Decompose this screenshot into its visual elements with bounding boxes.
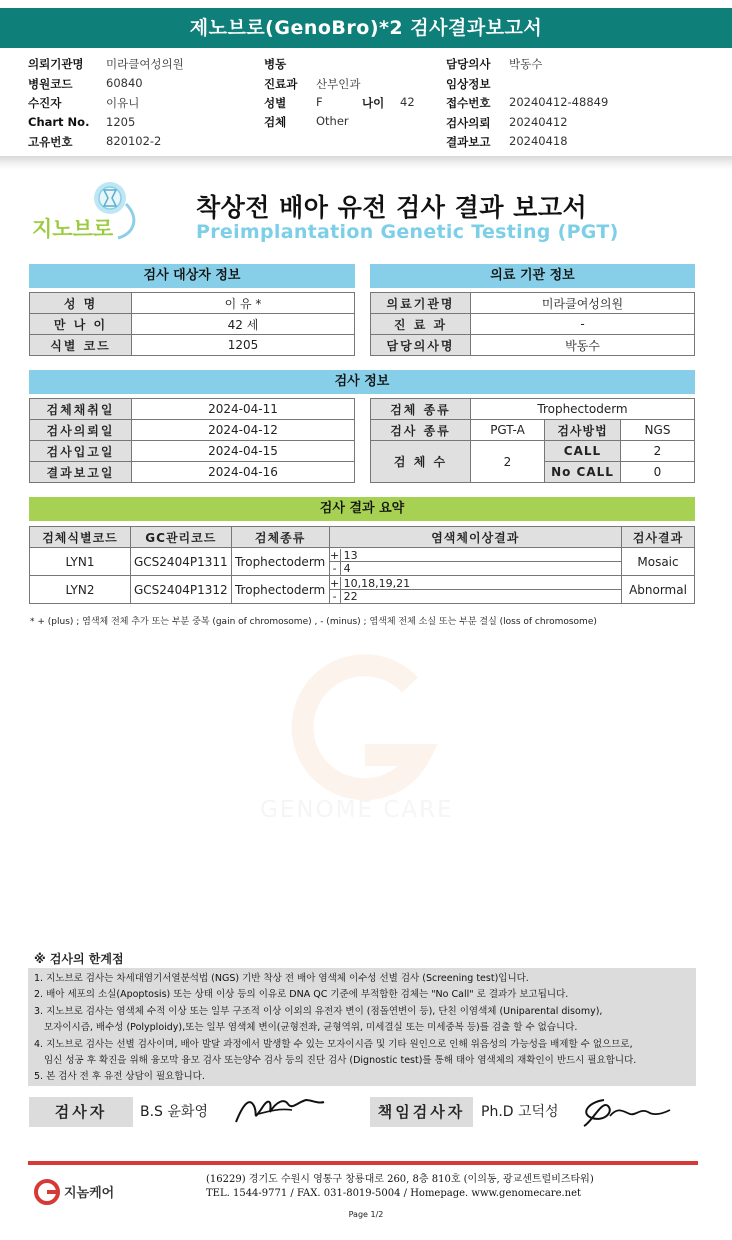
- column-header: GC관리코드: [131, 527, 232, 548]
- header-value: 20240412-48849: [509, 95, 609, 109]
- legend-footnote: * + (plus) ; 염색체 전체 추가 또는 부분 중복 (gain of chromosome) , - (minus) ; 염색체 전체 소실 또는 부분 결실 (loss of chromosome): [30, 617, 597, 627]
- subject-info-header: 검사 대상자 정보: [29, 264, 355, 288]
- gain-line: [330, 577, 621, 590]
- specimen-id: LYN2: [30, 576, 131, 604]
- table-row: [371, 293, 695, 314]
- label-specimen-count: 검 체 수: [371, 441, 471, 483]
- header-label: 결과보고: [446, 135, 491, 149]
- genome-care-watermark: [260, 645, 470, 825]
- value-test-method: NGS: [621, 420, 695, 441]
- header-label: 성별: [264, 96, 287, 110]
- tester-name: B.S 윤화영: [140, 1104, 208, 1120]
- patient-header: [0, 52, 732, 154]
- genobro-logo: [30, 178, 150, 242]
- header-value: 미라클여성의원: [106, 57, 184, 71]
- header-label: 접수번호: [446, 96, 491, 110]
- table-row: [30, 399, 355, 420]
- result-summary-header: 검사 결과 요약: [29, 497, 695, 521]
- gain-chromosomes: 10,18,19,21: [343, 576, 411, 590]
- limitation-line: 5. 본 검사 전 후 유전 상담이 필요합니다.: [34, 1071, 205, 1083]
- limitation-line: 1. 지노브로 검사는 차세대염기서열분석법 (NGS) 기반 착상 전 배아 염색체 이수성 선별 검사 (Screening test)입니다.: [34, 973, 529, 984]
- subject-info-table: [29, 292, 355, 356]
- header-value: 산부인과: [316, 77, 361, 91]
- limitation-line: 모자이시즘, 배수성 (Polyploidy),또는 일부 염색체 변이(균형전좌, 균형역위, 미세결실 또는 미세중복 등)를 검출 할 수 없습니다.: [44, 1022, 578, 1034]
- header-label: 담당의사: [446, 57, 491, 71]
- header-label: 고유번호: [28, 135, 73, 149]
- label-age: 만 나 이: [30, 314, 132, 335]
- header-label: 검체: [264, 115, 287, 129]
- header-label: 나이: [362, 96, 385, 110]
- label-no-call: No CALL: [545, 462, 621, 483]
- table-row: [30, 314, 355, 335]
- label-id-code: 식별 코드: [30, 335, 132, 356]
- value-doctor: 박동수: [471, 335, 695, 356]
- report-subtitle: Preimplantation Genetic Testing (PGT): [196, 221, 619, 243]
- footer-contact: TEL. 1544-9771 / FAX. 031-8019-5004 / Homepage. www.genomecare.net: [206, 1188, 582, 1199]
- header-label: 의뢰기관명: [28, 57, 84, 71]
- tester-signature: [232, 1092, 327, 1132]
- value-collection-date: 2024-04-11: [132, 399, 355, 420]
- header-label: 임상정보: [446, 77, 491, 91]
- footer-address-block: [206, 1173, 594, 1201]
- column-header: 검사결과: [622, 527, 695, 548]
- label-specimen-type: 검체 종류: [371, 399, 471, 420]
- chromosome-result: [329, 576, 621, 604]
- header-value: 1205: [106, 115, 136, 129]
- value-id-code: 1205: [132, 335, 355, 356]
- header-value: 이유니: [106, 96, 140, 110]
- table-row: [371, 399, 695, 420]
- institution-info-table: [370, 292, 695, 356]
- value-age: 42 세: [132, 314, 355, 335]
- footer-address: (16229) 경기도 수원시 영통구 창룡대로 260, 8층 810호 (이의동, 광교센트럴비즈타워): [206, 1174, 594, 1185]
- table-row: [30, 420, 355, 441]
- test-details-table: [370, 398, 695, 483]
- table-row: [371, 314, 695, 335]
- table-row: [30, 548, 695, 576]
- header-value: 60840: [106, 76, 143, 90]
- header-label: Chart No.: [28, 115, 90, 129]
- header-value: 20240412: [509, 115, 568, 129]
- specimen-type: Trophectoderm: [231, 576, 329, 604]
- test-dates-table: [29, 398, 355, 483]
- column-header: 검체종류: [231, 527, 329, 548]
- gain-chromosomes: 13: [343, 548, 358, 562]
- gc-code: GCS2404P1312: [131, 576, 232, 604]
- label-report-date: 결과보고일: [30, 462, 132, 483]
- header-value: 820102-2: [106, 134, 162, 148]
- genomecare-logo: [34, 1177, 134, 1207]
- page-divider: [0, 156, 732, 170]
- limitation-line: 4. 지노브로 검사는 선별 검사이며, 배아 발달 과정에서 발생할 수 있는 모자이시즘 및 기타 원인으로 인해 위음성의 가능성을 배제할 수 없으므로,: [34, 1038, 633, 1050]
- header-label: 검사의뢰: [446, 116, 491, 130]
- value-report-date: 2024-04-16: [132, 462, 355, 483]
- value-test-type: PGT-A: [471, 420, 545, 441]
- loss-line: [330, 562, 621, 575]
- watermark-text: GENOME CARE: [260, 797, 454, 823]
- label-request-date: 검사의뢰일: [30, 420, 132, 441]
- header-label: 병동: [264, 57, 287, 71]
- institution-info-header: 의료 기관 정보: [370, 264, 695, 288]
- label-department: 진 료 과: [371, 314, 471, 335]
- value-institution: 미라클여성의원: [471, 293, 695, 314]
- header-value: F: [316, 95, 323, 109]
- report-title: 착상전 배아 유전 검사 결과 보고서: [196, 193, 588, 222]
- minus-sign: -: [330, 590, 341, 603]
- result-summary-table: [29, 526, 695, 604]
- loss-line: [330, 590, 621, 603]
- table-row: [371, 441, 695, 462]
- value-no-call: 0: [621, 462, 695, 483]
- label-name: 성 명: [30, 293, 132, 314]
- header-value: 박동수: [509, 57, 543, 71]
- value-name: 이 유 *: [132, 293, 355, 314]
- gc-code: GCS2404P1311: [131, 548, 232, 576]
- value-receipt-date: 2024-04-15: [132, 441, 355, 462]
- header-label: 수진자: [28, 96, 62, 110]
- column-header: 검체식별코드: [30, 527, 131, 548]
- table-row: [30, 293, 355, 314]
- label-test-method: 검사방법: [545, 420, 621, 441]
- table-header-row: [30, 527, 695, 548]
- limitations-box: [28, 968, 696, 1086]
- limitation-line: 2. 배아 세포의 소실(Apoptosis) 또는 상태 이상 등의 이유로 DNA QC 기준에 부적합한 검체는 "No Call" 로 결과가 보고됩니다.: [34, 989, 569, 1001]
- limitation-line: 임신 성공 후 확진을 위해 융모막 융모 검사 또는양수 검사 등의 진단 검사 (Dignostic test)를 통해 태아 염색체의 재확인이 반드시 필요합니다.: [44, 1055, 637, 1067]
- label-collection-date: 검체채취일: [30, 399, 132, 420]
- label-call: CALL: [545, 441, 621, 462]
- loss-chromosomes: 22: [343, 589, 358, 603]
- page-number: Page 1/2: [348, 1210, 384, 1219]
- header-label: 병원코드: [28, 77, 73, 91]
- header-value: 42: [400, 95, 415, 109]
- label-receipt-date: 검사입고일: [30, 441, 132, 462]
- chief-tester-name: Ph.D 고덕성: [481, 1104, 559, 1120]
- footer-divider: [28, 1161, 698, 1165]
- value-request-date: 2024-04-12: [132, 420, 355, 441]
- test-result: Mosaic: [622, 548, 695, 576]
- minus-sign: -: [330, 562, 341, 575]
- limitations-title: ※ 검사의 한계점: [34, 952, 124, 966]
- label-institution: 의료기관명: [371, 293, 471, 314]
- limitation-line: 3. 지노브로 검사는 염색체 수적 이상 또는 일부 구조적 이상 이외의 유전자 변이 (점돌연변이 등), 단친 이염색체 (Uniparental disomy),: [34, 1005, 603, 1017]
- table-row: [30, 576, 695, 604]
- specimen-id: LYN1: [30, 548, 131, 576]
- table-row: [371, 420, 695, 441]
- gain-line: [330, 549, 621, 562]
- chromosome-result: [329, 548, 621, 576]
- chief-tester-label: 책임검사자: [370, 1097, 473, 1127]
- test-info-header: 검사 정보: [29, 370, 695, 394]
- table-row: [30, 441, 355, 462]
- value-department: -: [471, 314, 695, 335]
- report-header-title: 제노브로(GenoBro)*2 검사결과보고서: [0, 8, 732, 48]
- value-call: 2: [621, 441, 695, 462]
- label-doctor: 담당의사명: [371, 335, 471, 356]
- table-row: [30, 335, 355, 356]
- header-value: 20240418: [509, 134, 568, 148]
- header-label: 진료과: [264, 77, 298, 91]
- specimen-type: Trophectoderm: [231, 548, 329, 576]
- logo-wordmark: 지노브로: [32, 217, 114, 241]
- test-result: Abnormal: [622, 576, 695, 604]
- plus-sign: +: [330, 576, 340, 590]
- label-test-type: 검사 종류: [371, 420, 471, 441]
- tester-label: 검사자: [29, 1097, 133, 1127]
- value-specimen-count: 2: [471, 441, 545, 483]
- value-specimen-type: Trophectoderm: [471, 399, 695, 420]
- table-row: [371, 335, 695, 356]
- plus-sign: +: [330, 548, 340, 562]
- header-value: Other: [316, 114, 349, 128]
- loss-chromosomes: 4: [343, 561, 351, 575]
- column-header: 염색체이상결과: [329, 527, 621, 548]
- table-row: [30, 462, 355, 483]
- chief-tester-signature: [574, 1094, 674, 1134]
- footer-logo-text: 지놈케어: [64, 1186, 115, 1201]
